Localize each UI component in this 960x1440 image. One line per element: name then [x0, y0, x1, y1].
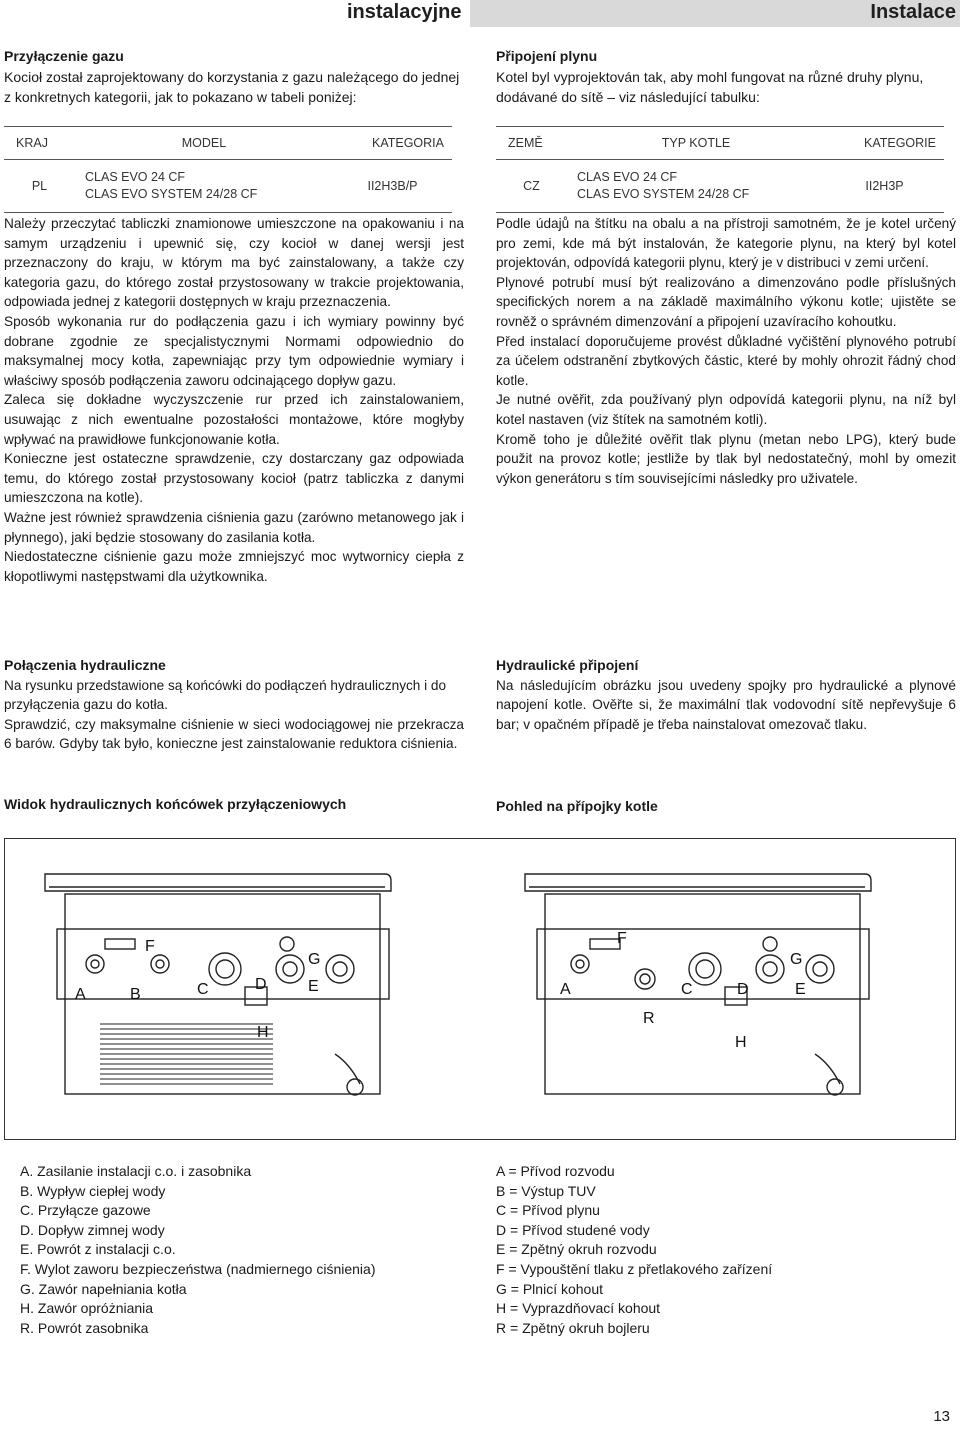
model-line: CLAS EVO SYSTEM 24/28 CF	[577, 187, 750, 201]
table-cell-country: PL	[4, 160, 75, 213]
paragraph: Należy przeczytać tabliczki znamionowe umieszczone na opakowaniu i na samym urządzeniu i upewnić się, czy kocioł w danej wersji jest przeznaczony do kraju, w którym ma być zainstalowany, a także czy kategoria gazu, do którego został przystosowany w trakcie projektowania, odpowiada jednej z kategorii dostępnych w kraju przeznaczenia.	[4, 216, 464, 310]
legend-item: C = Přívod plynu	[496, 1202, 600, 1219]
label-r-right: R	[643, 1010, 655, 1027]
label-h-left: H	[257, 1024, 269, 1041]
cz-hydraulic-heading: Hydraulické připojení	[496, 657, 639, 673]
table-cell-model	[75, 160, 333, 213]
cz-gas-heading: Připojení plynu	[496, 48, 598, 64]
paragraph: Před instalací doporučujeme provést důkladné vyčištění plynového potrubí za účelem odstranění zbytkových částic, které by mohly ohrozit řádný chod kotle.	[496, 333, 956, 388]
cz-gas-table	[496, 126, 944, 213]
header-title-cz: Instalace	[870, 1, 956, 23]
boiler-top-right	[525, 874, 871, 891]
legend-item: B. Wypływ ciepłej wody	[20, 1182, 166, 1199]
label-b-left: B	[130, 986, 141, 1003]
table-header: KATEGORIE	[825, 127, 944, 160]
label-g-right: G	[790, 951, 803, 968]
label-a-left: A	[75, 986, 86, 1003]
paragraph: Na rysunku przedstawione są końcówki do podłączeń hydraulicznych i do przyłączenia gazu do kotła.	[4, 677, 447, 713]
pl-gas-heading: Przyłączenie gazu	[4, 48, 124, 64]
label-f-right: F	[617, 930, 627, 947]
page-number: 13	[933, 1408, 950, 1425]
table-header: MODEL	[75, 127, 333, 160]
model-line: CLAS EVO 24 CF	[577, 170, 678, 184]
legend-item: A = Přívod rozvodu	[496, 1163, 615, 1179]
legend-item: R. Powrót zasobnika	[20, 1319, 149, 1336]
pl-legend	[20, 1162, 375, 1338]
pl-gas-section	[4, 47, 464, 107]
legend-item: H = Vyprazdňovací kohout	[496, 1300, 661, 1317]
table-cell-model	[567, 160, 825, 213]
paragraph: Zaleca się dokładne wyczyszczenie rur przed ich zainstalowaniem, usuwając z nich ewentualne pozostałości montażowe, które mogłyby wpływać na prawidłowe funkcjonowanie kotła.	[4, 392, 464, 447]
table-header: KATEGORIA	[333, 127, 452, 160]
model-line: CLAS EVO 24 CF	[85, 170, 186, 184]
table-header: KRAJ	[4, 127, 75, 160]
cz-gas-intro: Kotel byl vyprojektován tak, aby mohl fungovat na různé druhy plynu, dodávané do sítě – viz následující tabulku:	[496, 68, 924, 105]
label-f-left: F	[145, 938, 155, 955]
label-h-right: H	[735, 1034, 747, 1051]
label-a-right: A	[560, 981, 571, 998]
legend-item: D. Dopływ zimnej wody	[20, 1221, 165, 1238]
pl-gas-intro: Kocioł został zaprojektowany do korzystania z gazu należącego do jednej z konkretnych kategorii, jak to pokazano w tabeli poniżej:	[4, 68, 460, 105]
header-title-pl: instalacyjne	[347, 1, 462, 23]
legend-item: E. Powrót z instalacji c.o.	[20, 1241, 176, 1258]
table-cell-category: II2H3P	[825, 160, 944, 213]
paragraph: Niedostateczne ciśnienie gazu może zmniejszyć moc wytwornicy ciepła z kłopotliwymi następstwami dla użytkownika.	[4, 549, 464, 584]
paragraph: Podle údajů na štítku na obalu a na přístroji samotném, že je kotel určený pro zemi, kde má být instalován, že kategorie plynu, na který byl kotel projektován, odpovídá kategorii plynu, který je v distribuci v zemi určení.	[496, 216, 956, 271]
table-cell-category: II2H3B/P	[333, 160, 452, 213]
paragraph: Sposób wykonania rur do podłączenia gazu i ich wymiary powinny być dobrane zgodnie ze specjalistycznymi Normami odpowiednio do maksymalnej mocy kotła, zapewniając przy tym odpowiednie wymiary i właściwy sposób podłączenia zaworu odcinającego dopływ gazu.	[4, 313, 464, 388]
cz-hydraulic-section	[496, 656, 956, 734]
paragraph: Je nutné ověřit, zda používaný plyn odpovídá kategorii plynu, na níž byl kotel nastaven (viz štítek na samotném kotli).	[496, 392, 956, 427]
cz-gas-body	[496, 214, 956, 488]
legend-item: G. Zawór napełniania kotła	[20, 1280, 187, 1297]
legend-item: D = Přívod studené vody	[496, 1221, 650, 1238]
label-g-left: G	[308, 951, 321, 968]
paragraph: Na následujícím obrázku jsou uvedeny spojky pro hydraulické a plynové napojení kotle. Ověřte si, že maximální tlak vodovodní sítě nepřevyšuje 6 bar; v opačném případě je třeba nainstalovat omezovač tlaku.	[496, 677, 956, 732]
legend-item: G = Plnicí kohout	[496, 1280, 604, 1297]
paragraph: Sprawdzić, czy maksymalne ciśnienie w sieci wodociągowej nie przekracza 6 barów. Gdyby tak było, konieczne jest zainstalowanie reduktora ciśnienia.	[4, 716, 464, 752]
pl-gas-body	[4, 214, 464, 586]
connection-plate-right	[537, 929, 869, 999]
pl-hydraulic-heading: Połączenia hydrauliczne	[4, 657, 166, 673]
cz-gas-section	[496, 47, 956, 107]
paragraph: Kromě toho je důležité ověřit tlak plynu (metan nebo LPG), který bude použit na provoz kotle; jestliže by tlak byl nedostatečný, mohl by omezit výkon generátoru s tím souvisejícími následky pro uživatele.	[496, 431, 956, 486]
legend-item: H. Zawór opróżniania	[20, 1300, 154, 1317]
legend-item: A. Zasilanie instalacji c.o. i zasobnika	[20, 1163, 252, 1179]
label-e-right: E	[795, 981, 806, 998]
label-d-right: D	[737, 981, 749, 998]
legend-item: C. Przyłącze gazowe	[20, 1202, 151, 1219]
boiler-body-right	[545, 894, 860, 1094]
paragraph: Konieczne jest ostateczne sprawdzenie, czy dostarczany gaz odpowiada temu, do którego został przystosowany kocioł (patrz tabliczka z danymi umieszczona na kotle).	[4, 451, 464, 506]
legend-item: R = Zpětný okruh bojleru	[496, 1319, 650, 1336]
cz-figure-title: Pohled na přípojky kotle	[496, 798, 658, 814]
label-e-left: E	[308, 978, 319, 995]
label-c-right: C	[681, 981, 693, 998]
pl-figure-title: Widok hydraulicznych końcówek przyłączeniowych	[4, 796, 347, 812]
table-header: TYP KOTLE	[567, 127, 825, 160]
legend-item: E = Zpětný okruh rozvodu	[496, 1241, 657, 1258]
boiler-drawing	[5, 839, 955, 1139]
table-cell-country: CZ	[496, 160, 567, 213]
legend-item: B = Výstup TUV	[496, 1182, 596, 1199]
pl-gas-table	[4, 126, 452, 213]
paragraph: Plynové potrubí musí být realizováno a dimenzováno podle příslušných specifických norem a na základě maximálního výkonu kotle; ujistěte se rovněž o správném dimenzování a připojení uzavíracího kohoutku.	[496, 274, 956, 329]
cz-legend	[496, 1162, 772, 1338]
connections-figure	[4, 838, 956, 1140]
label-d-left: D	[255, 976, 267, 993]
pl-hydraulic-section	[4, 656, 464, 754]
model-line: CLAS EVO SYSTEM 24/28 CF	[85, 187, 258, 201]
legend-item: F. Wylot zaworu bezpieczeństwa (nadmiernego ciśnienia)	[20, 1260, 376, 1277]
table-header: ZEMĚ	[496, 127, 567, 160]
paragraph: Ważne jest również sprawdzenia ciśnienia gazu (zarówno metanowego jak i płynnego), jaki będzie stosowany do zasilania kotła.	[4, 509, 464, 545]
boiler-top-left	[45, 874, 391, 891]
legend-item: F = Vypouštění tlaku z přetlakového zařízení	[496, 1260, 773, 1277]
label-c-left: C	[197, 981, 209, 998]
